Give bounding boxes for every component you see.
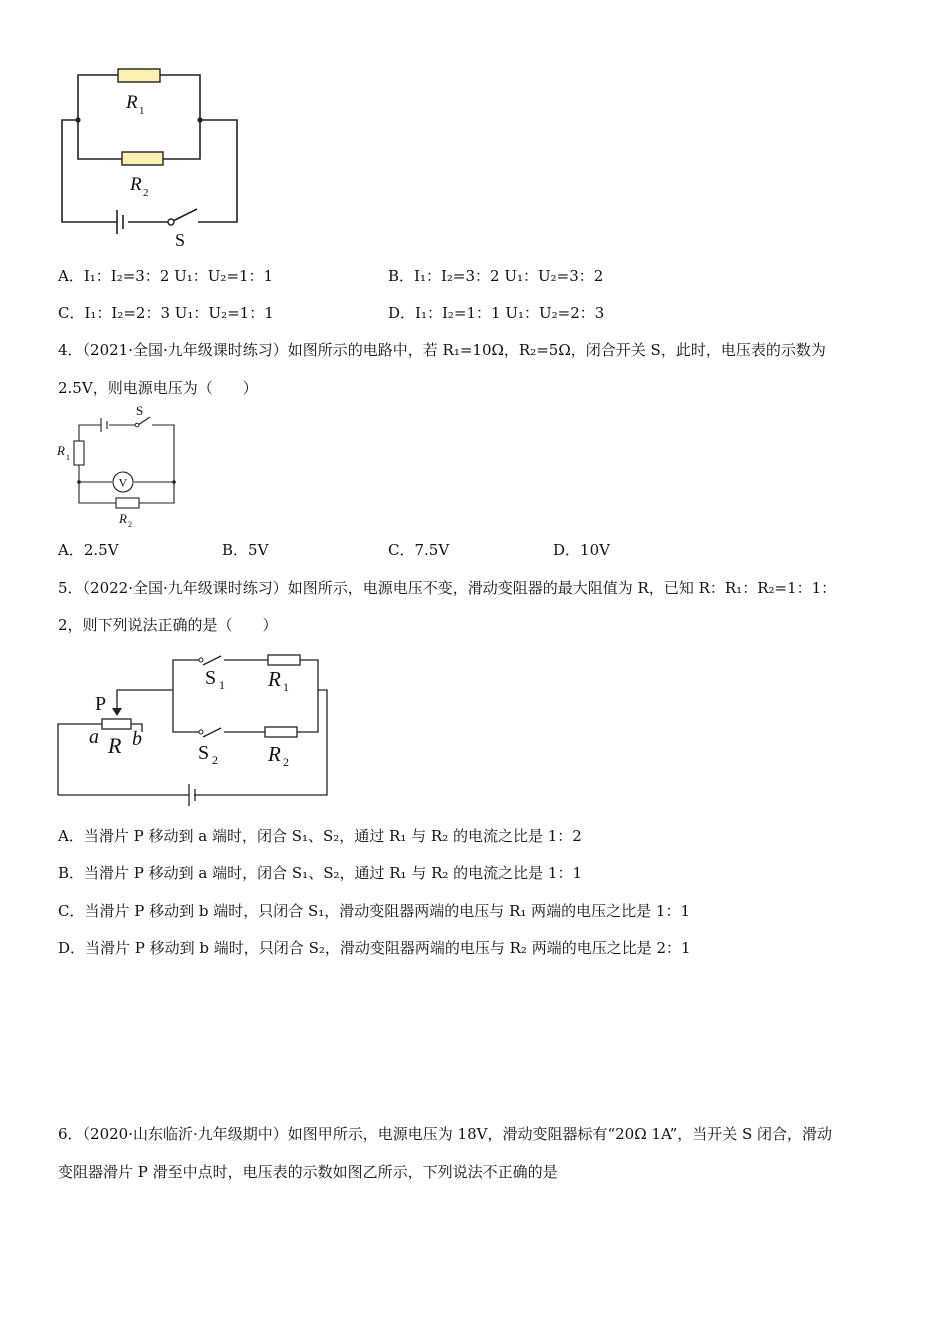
q5-label-r1-sub: 1 [283, 680, 289, 694]
q5-stem-line2: 2，则下列说法正确的是（ ） [58, 616, 278, 634]
q3-label-s: S [175, 230, 186, 250]
q5-label-s1-sub: 1 [219, 678, 225, 692]
q5-label-s1: S [205, 667, 217, 689]
q3-label-r1-sub: 1 [139, 105, 145, 117]
q5-label-b: b [132, 728, 142, 750]
q4-stem-line2: 2.5V，则电源电压为（ ） [58, 379, 258, 397]
q4-label-r2: R [119, 511, 127, 526]
q4-option-c: C．7.5V [388, 541, 450, 559]
q3-option-c: C．I₁：I₂=2：3 U₁：U₂=1：1 [58, 304, 274, 322]
q4-r2-resistor [116, 498, 139, 508]
q5-label-r2-sub: 2 [283, 755, 289, 769]
q5-label-r1: R [268, 667, 281, 691]
q3-option-a: A．I₁：I₂=3：2 U₁：U₂=1：1 [58, 267, 274, 285]
q5-label-r2: R [268, 742, 281, 766]
q3-label-r2-sub: 2 [143, 187, 149, 199]
q5-label-a: a [89, 726, 99, 748]
q5-circuit-diagram [55, 648, 335, 808]
q4-label-s: S [136, 403, 144, 418]
q5-option-a: A．当滑片 P 移动到 a 端时，闭合 S₁、S₂，通过 R₁ 与 R₂ 的电流之比是 1：2 [58, 827, 582, 845]
q5-r1-resistor [268, 655, 300, 665]
q5-option-b: B．当滑片 P 移动到 a 端时，闭合 S₁、S₂，通过 R₁ 与 R₂ 的电流之比是 1：1 [58, 864, 583, 882]
q4-circuit-diagram [55, 403, 185, 533]
q5-slider-arrow-icon [112, 708, 122, 716]
q4-label-r1-sub: 1 [66, 453, 70, 462]
q4-option-d: D．10V [553, 541, 610, 559]
q5-label-s2-sub: 2 [212, 753, 218, 767]
q4-label-r2-sub: 2 [128, 520, 132, 529]
q5-option-d: D．当滑片 P 移动到 b 端时，只闭合 S₂，滑动变阻器两端的电压与 R₂ 两端的电压之比是 2：1 [58, 939, 691, 957]
q5-label-p: P [95, 693, 107, 715]
q3-circuit-diagram [55, 60, 245, 250]
q5-option-c: C．当滑片 P 移动到 b 端时，只闭合 S₁，滑动变阻器两端的电压与 R₁ 两端的电压之比是 1：1 [58, 902, 691, 920]
q3-option-d: D．I₁：I₂=1：1 U₁：U₂=2：3 [388, 304, 605, 322]
q4-option-b: B．5V [222, 541, 269, 559]
q3-option-b: B．I₁：I₂=3：2 U₁：U₂=3：2 [388, 267, 604, 285]
q5-r2-resistor [265, 727, 297, 737]
q3-r1-resistor [118, 69, 160, 82]
q5-label-r: R [108, 733, 122, 758]
q4-label-v: V [118, 475, 128, 490]
q4-stem-line1: 4．（2021·全国·九年级课时练习）如图所示的电路中，若 R₁=10Ω，R₂=5Ω，闭合开关 S，此时，电压表的示数为 [58, 341, 826, 359]
q6-stem-line2: 变阻器滑片 P 滑至中点时，电压表的示数如图乙所示，下列说法不正确的是 [58, 1163, 558, 1181]
q4-option-a: A．2.5V [58, 541, 119, 559]
q6-stem-line1: 6．（2020·山东临沂·九年级期中）如图甲所示，电源电压为 18V，滑动变阻器标有“20Ω 1A”，当开关 S 闭合，滑动 [58, 1125, 833, 1143]
q5-rheostat-r [102, 719, 131, 729]
q3-r2-resistor [122, 152, 163, 165]
q4-r1-resistor [74, 441, 84, 465]
q3-label-r1: R [126, 92, 138, 113]
q4-label-r1: R [57, 443, 65, 458]
q3-label-r2: R [130, 174, 142, 195]
q5-label-s2: S [198, 742, 210, 764]
q5-stem-line1: 5．（2022·全国·九年级课时练习）如图所示，电源电压不变，滑动变阻器的最大阻值为 R，已知 R：R₁：R₂=1：1： [58, 579, 837, 597]
